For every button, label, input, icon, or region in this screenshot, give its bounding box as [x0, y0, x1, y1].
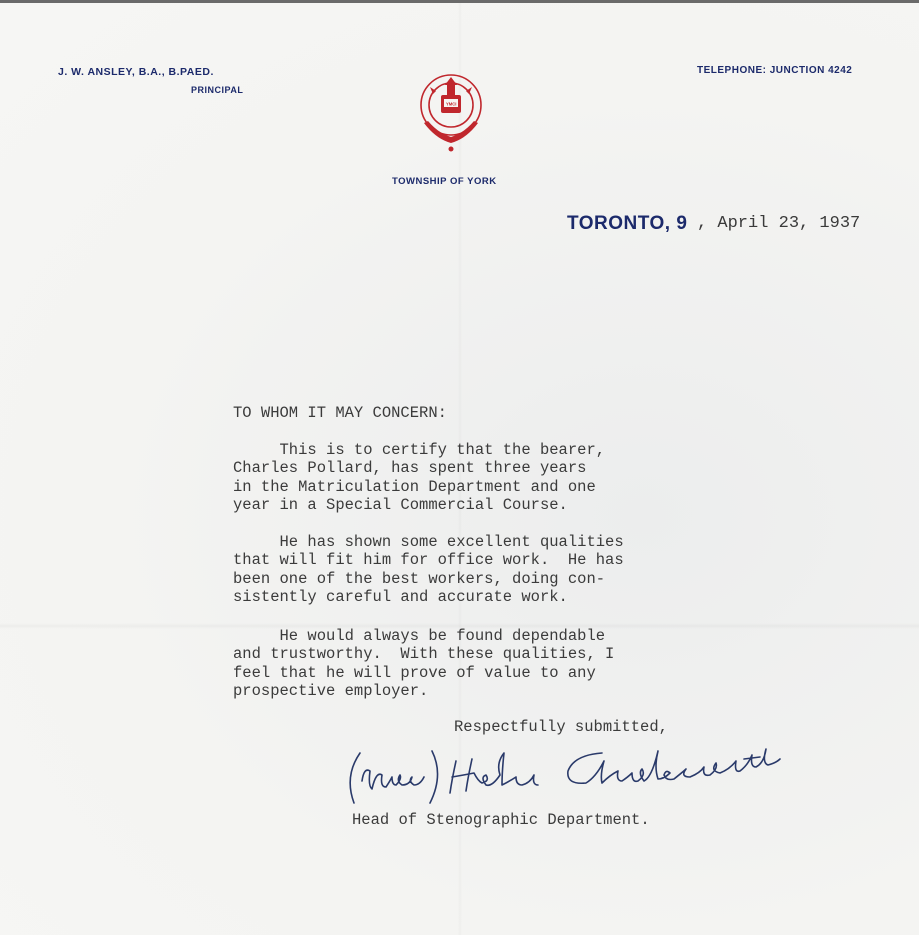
paragraph-recommendation: He would always be found dependable and trustworthy. With these qualities, I feel that he will prove of value to any prospective employer. — [233, 627, 615, 700]
handwritten-signature — [340, 731, 810, 811]
principal-title: PRINCIPAL — [191, 85, 244, 95]
township-label: TOWNSHIP OF YORK — [392, 176, 497, 187]
city-heading: TORONTO, 9 — [567, 213, 688, 234]
principal-name: J. W. ANSLEY, B.A., B.PAED. — [58, 66, 214, 78]
paragraph-certification: This is to certify that the bearer, Charles Pollard, has spent three years in the Matriculation Department and one year in a Special Commercial Course. — [233, 441, 606, 514]
signer-title: Head of Stenographic Department. — [352, 811, 650, 829]
telephone-number: TELEPHONE: JUNCTION 4242 — [697, 65, 853, 76]
letter-date: , April 23, 1937 — [697, 214, 861, 233]
svg-text:YMCI: YMCI — [446, 101, 457, 107]
school-seal-icon — [416, 65, 486, 153]
salutation: TO WHOM IT MAY CONCERN: — [233, 404, 447, 422]
paragraph-qualities: He has shown some excellent qualities that will fit him for office work. He has been one of the best workers, doing con- sistently careful and accurate work. — [233, 533, 624, 606]
closing-line: Respectfully submitted, — [454, 718, 668, 736]
